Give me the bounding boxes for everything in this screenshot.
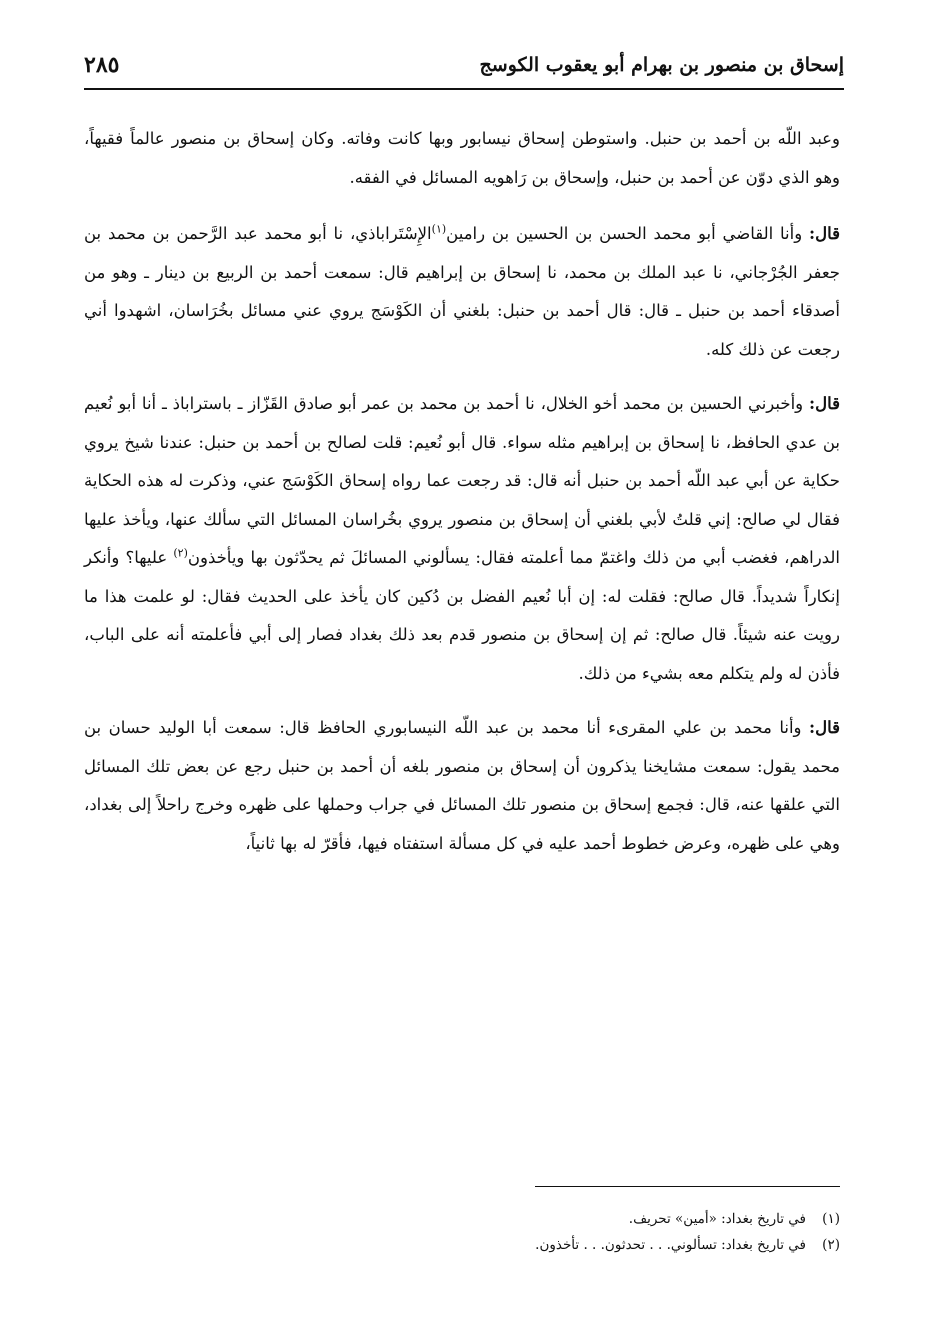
qal-lead: قال: — [809, 394, 840, 413]
running-title: إسحاق بن منصور بن بهرام أبو يعقوب الكوسج — [479, 54, 844, 76]
qal-lead: قال: — [809, 718, 840, 737]
footnote-number: (١) — [822, 1211, 840, 1227]
footnote-number: (٢) — [822, 1237, 840, 1253]
footnote-text: في تاريخ بغداد: «أمين» تحريف. — [628, 1211, 806, 1227]
footnote-2 — [300, 1232, 840, 1258]
paragraph-text: وعبد اللّه بن أحمد بن حنبل. واستوطن إسحاق نيسابور وبها كانت وفاته. وكان إسحاق بن منصور عالماً فقيهاً، وهو الذي دوّن عن أحمد بن حنبل، وإسحاق بن رَاهويه المسائل في الفقه. — [84, 129, 840, 187]
footnote-text: في تاريخ بغداد: تسألوني. . . تحدثون. . . تأخذون. — [535, 1237, 806, 1253]
header-rule — [84, 88, 844, 90]
main-text — [84, 120, 840, 879]
qal-lead: قال: — [809, 224, 841, 243]
footnote-rule — [535, 1186, 840, 1187]
paragraph-text: وأنا محمد بن علي المقرىء أنا محمد بن عبد اللّه النيسابوري الحافظ قال: سمعت أبا الوليد حسان بن محمد يقول: سمعت مشايخنا يذكرون أن إسحاق بن منصور بلغه أن أحمد بن حنبل رجع عن بعض تلك المسائل التي علقها عنه، قال: فجمع إسحاق بن منصور تلك المسائل في جراب وحملها على ظهره وخرج راحلاً إلى بغداد، وهي على ظهره، وعرض خطوط أحمد عليه في كل مسألة استفتاه فيها، فأقرّ له بها ثانياً، — [84, 718, 840, 853]
paragraph-text: وأخبرني الحسين بن محمد أخو الخلال، نا أحمد بن محمد بن عمر أبو صادق القَزّاز ـ باستراباذ ـ أنا أبو نُعيم بن عدي الحافظ، نا إسحاق بن إبراهيم مثله سواء. قال أبو نُعيم: قلت لصالح بن أحمد بن حنبل: عندنا شيخ يروي حكاية عن أبي عبد اللّه أحمد بن حنبل أنه قال: قد رجعت عما رواه إسحاق الكَوْسَج عني، وذكرت له هذه الحكاية فقال لي صالح: إني قلتُ لأبي بلغني أن إسحاق بن منصور يروي بخُراسان المسائل التي سألك عنها، ويأخذ عليها الدراهم، فغضب أبي من ذلك واغتمّ مما أعلمته فقال: يسألوني المسائلَ ثم يحدّثون بها ويأخذون — [84, 394, 841, 567]
page-number: ٢٨٥ — [84, 52, 120, 78]
footnote-ref-2: (٢) — [173, 546, 188, 560]
paragraph-text: وأنا القاضي أبو محمد الحسن بن الحسين بن رامين — [446, 224, 810, 243]
paragraph-3 — [84, 385, 840, 693]
paragraph-text: الإِسْتَراباذي، نا أبو محمد عبد الرَّحمن بن محمد بن جعفر الجُرْجاني، نا عبد الملك بن محمد، نا إسحاق بن إبراهيم قال: سمعت أحمد بن الربيع بن دينار ـ وهو من أصدقاء أحمد بن حنبل ـ قال: قال أحمد بن حنبل: بلغني أن الكَوْسَج يروي عني مسائل بخُرَاسان، اشهدوا أني رجعت عن ذلك كله. — [84, 224, 840, 359]
paragraph-1 — [84, 120, 840, 197]
paragraph-4 — [84, 709, 840, 863]
footnote-1 — [300, 1206, 840, 1232]
paragraph-2 — [84, 215, 840, 369]
running-header — [84, 48, 844, 86]
footnote-ref-1: (١) — [431, 222, 447, 236]
footnotes — [300, 1206, 840, 1258]
paragraph-text: عليها؟ وأنكر إنكاراً شديداً. قال صالح: فقلت له: إن أبا نُعيم الفضل بن دُكين كان يأخذ على الحديث فقال: لو علمت هذا ما رويت عنه شيئاً. قال صالح: ثم إن إسحاق بن منصور قدم بعد ذلك بغداد فصار إلى أبي فأعلمته أنه على الباب، فأذن له ولم يتكلم معه بشيء من ذلك. — [84, 548, 840, 683]
